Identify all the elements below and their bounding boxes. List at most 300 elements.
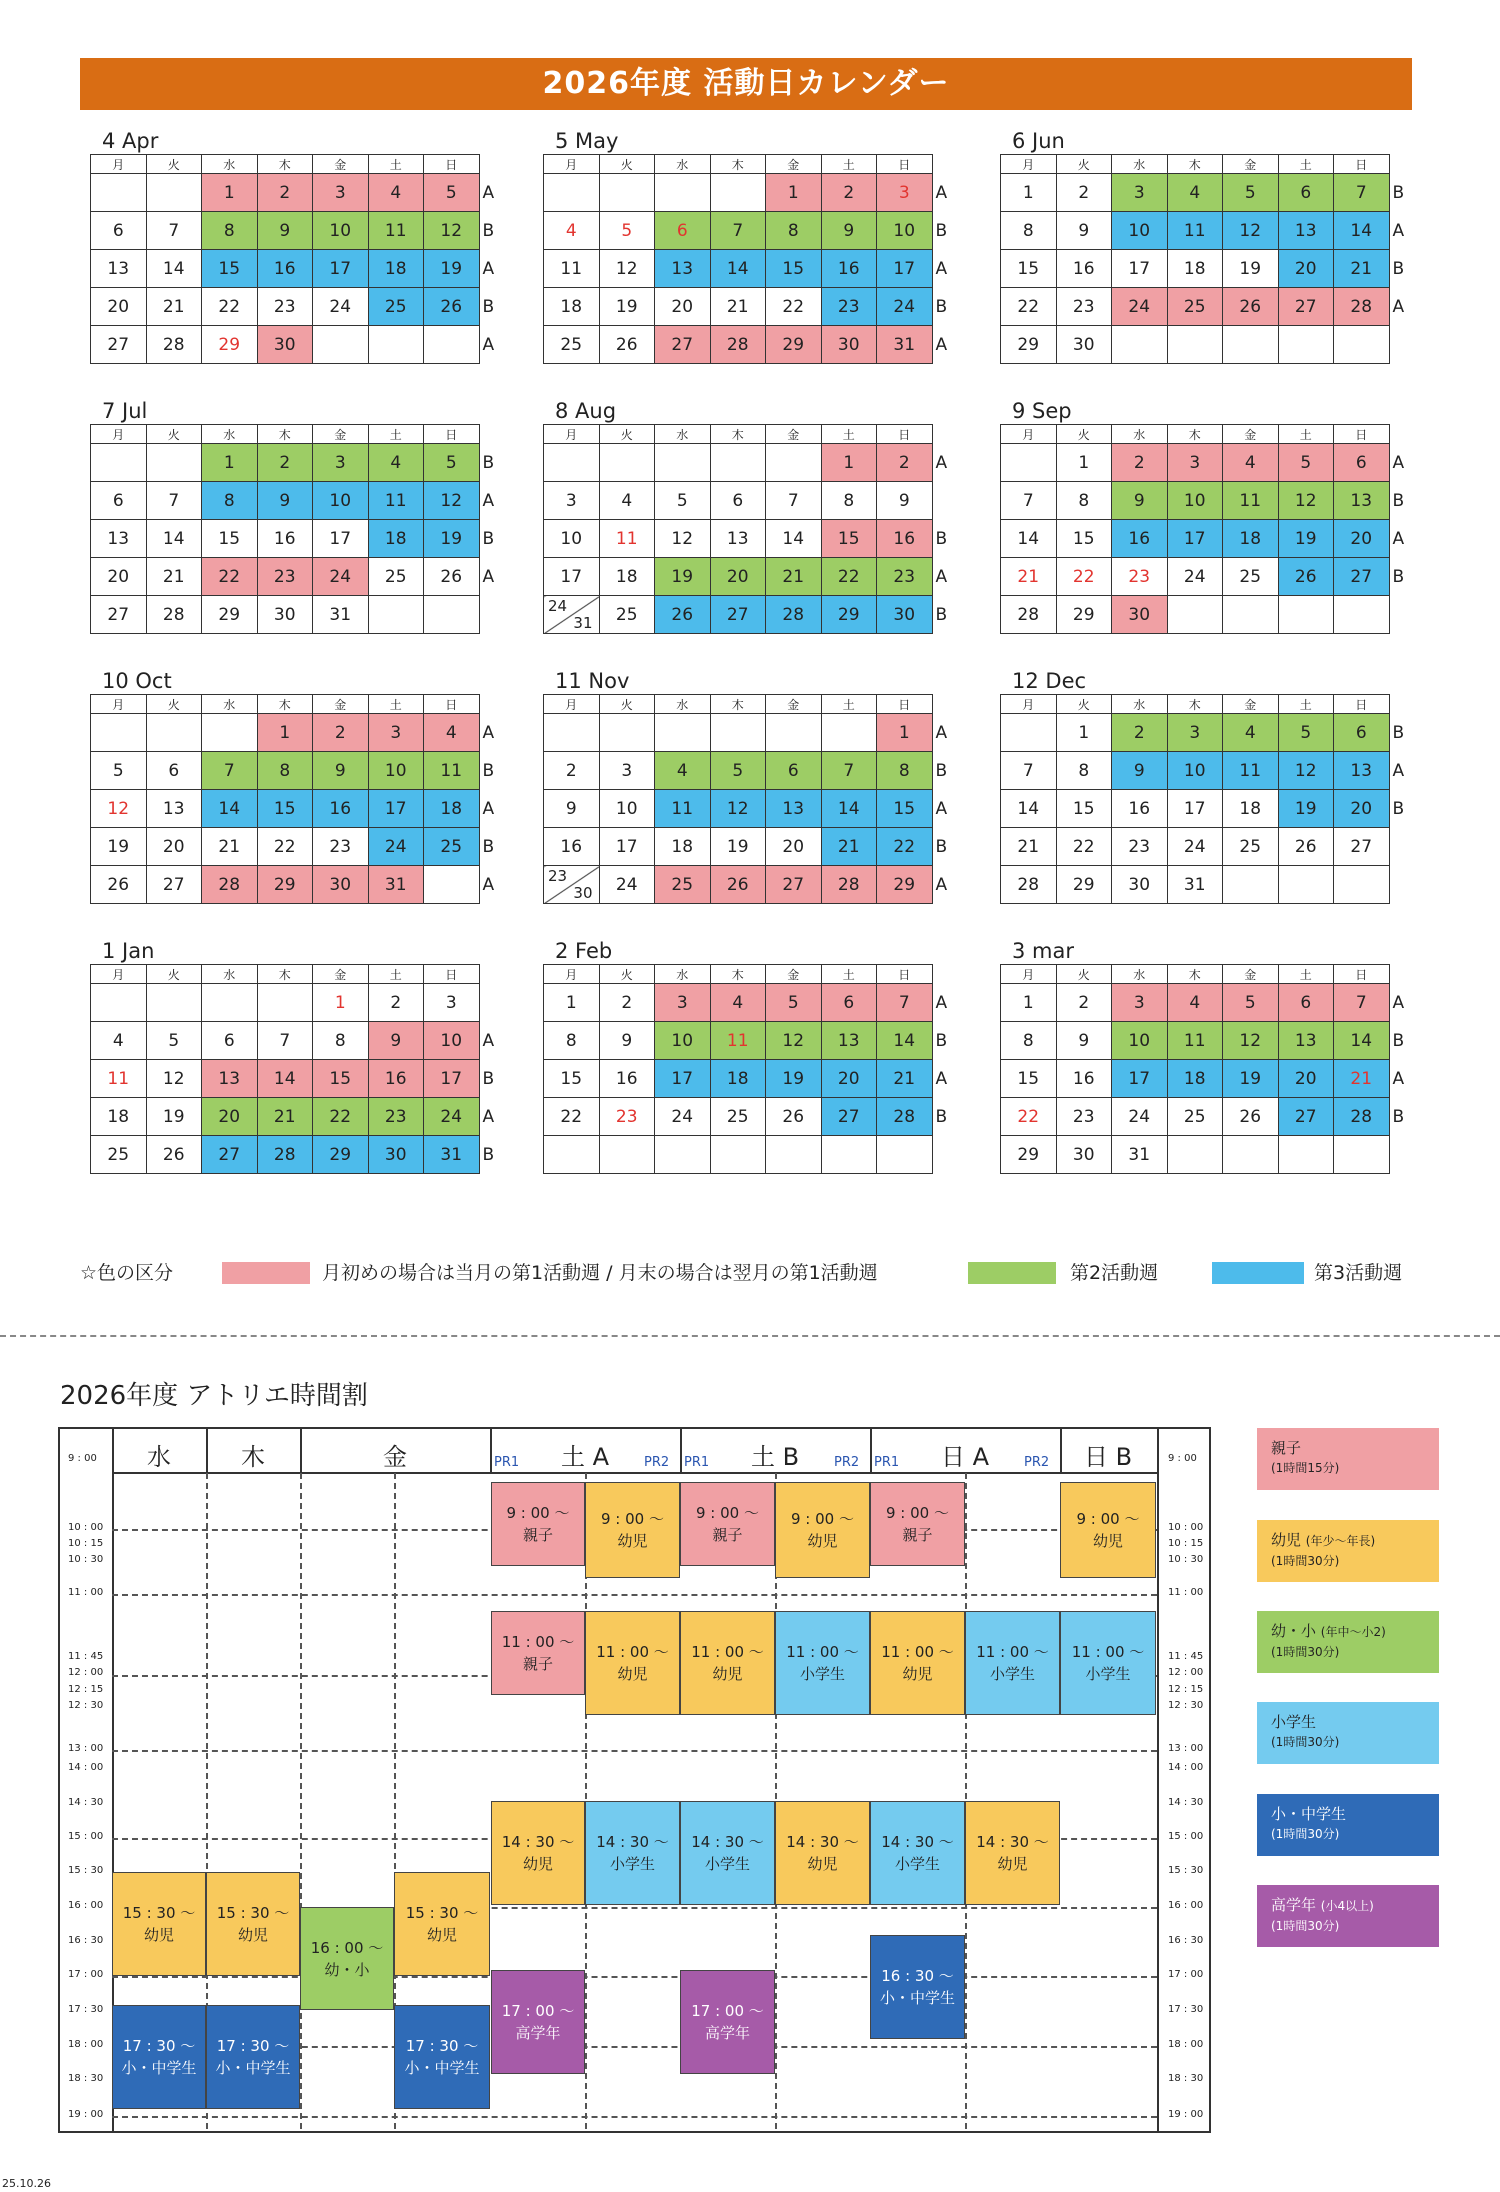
day-cell: 17	[655, 1060, 711, 1098]
day-cell	[655, 1136, 711, 1174]
day-cell: 1	[1001, 174, 1057, 212]
day-cell: 2	[821, 174, 877, 212]
day-cell: 12	[146, 1060, 202, 1098]
day-cell: 1	[766, 174, 822, 212]
class-legend-shogakusei: 小学生 (1時間30分)	[1257, 1702, 1439, 1764]
weekday-header: 金	[313, 155, 369, 174]
day-cell: 14	[877, 1022, 933, 1060]
day-cell: 8	[1001, 212, 1057, 250]
day-cell: 21	[146, 288, 202, 326]
day-cell	[710, 1136, 766, 1174]
time-label: 13 : 00	[68, 1743, 104, 1754]
calendar-title-banner: 2026年度 活動日カレンダー	[80, 58, 1412, 110]
day-cell: 17	[1112, 250, 1168, 288]
day-cell	[146, 174, 202, 212]
weekday-header: 金	[766, 155, 822, 174]
day-cell: 23 30	[544, 866, 600, 904]
weekday-header: 日	[1334, 155, 1390, 174]
week-ab-label: B	[935, 1030, 948, 1051]
day-cell: 19	[1278, 790, 1334, 828]
month-grid	[1000, 424, 1410, 634]
week-ab-label: A	[482, 1030, 495, 1051]
day-cell: 23	[257, 558, 313, 596]
time-label: 10 : 00	[1168, 1522, 1204, 1533]
day-cell: 19	[146, 1098, 202, 1136]
week-ab-label: A	[482, 722, 495, 743]
day-cell: 22	[1056, 558, 1112, 596]
day-cell: 10	[313, 212, 369, 250]
day-cell: 24	[1167, 558, 1223, 596]
day-cell: 22	[821, 558, 877, 596]
weekday-header: 木	[1167, 155, 1223, 174]
month-grid	[90, 694, 500, 904]
day-cell: 8	[544, 1022, 600, 1060]
weekday-header: 日	[424, 965, 480, 984]
week-ab-label	[1389, 1136, 1409, 1174]
weekday-header: 月	[544, 965, 600, 984]
day-cell: 11	[710, 1022, 766, 1060]
time-label: 15 : 00	[68, 1831, 104, 1842]
weekday-header: 月	[1001, 425, 1057, 444]
day-cell: 12	[599, 250, 655, 288]
month-title: 10 Oct	[102, 669, 172, 693]
day-cell: 22	[1056, 828, 1112, 866]
weekday-header: 日	[877, 155, 933, 174]
day-cell: 28	[877, 1098, 933, 1136]
day-cell: 22	[1001, 288, 1057, 326]
day-cell: 2	[368, 984, 424, 1022]
weekday-header: 日	[1334, 965, 1390, 984]
weekday-header: 日	[424, 155, 480, 174]
day-cell: 29	[202, 596, 258, 634]
week-label-header	[1389, 425, 1409, 444]
day-cell: 15	[766, 250, 822, 288]
day-cell: 23	[877, 558, 933, 596]
day-cell: 20	[1278, 250, 1334, 288]
weekday-header: 火	[1056, 965, 1112, 984]
day-cell: 31	[368, 866, 424, 904]
week-ab-label: B	[482, 1144, 495, 1165]
day-cell: 6	[146, 752, 202, 790]
day-cell: 26	[424, 288, 480, 326]
weekday-header: 木	[257, 695, 313, 714]
day-cell	[877, 1136, 933, 1174]
weekday-header: 日	[877, 425, 933, 444]
day-cell: 4	[91, 1022, 147, 1060]
day-cell	[146, 444, 202, 482]
day-cell: 3	[1112, 984, 1168, 1022]
weekday-header: 金	[766, 695, 822, 714]
class-block: 9 : 00 ～ 幼児	[1060, 1482, 1156, 1578]
day-cell: 17	[313, 520, 369, 558]
day-cell: 14	[1334, 1022, 1390, 1060]
day-cell: 21	[202, 828, 258, 866]
day-cell: 10	[1112, 212, 1168, 250]
day-cell: 26	[91, 866, 147, 904]
day-cell: 6	[1278, 984, 1334, 1022]
day-cell: 17	[424, 1060, 480, 1098]
day-cell: 28	[1001, 866, 1057, 904]
day-cell: 16	[1112, 520, 1168, 558]
time-label: 16 : 30	[68, 1935, 104, 1946]
week-ab-label: B	[482, 220, 495, 241]
time-label: 10 : 15	[1168, 1538, 1204, 1549]
day-cell: 27	[146, 866, 202, 904]
day-cell: 25	[655, 866, 711, 904]
day-cell: 27	[1278, 1098, 1334, 1136]
time-label: 14 : 30	[1168, 1797, 1204, 1808]
week-ab-label: B	[935, 836, 948, 857]
month-calendar	[1000, 938, 1414, 1174]
month-calendar	[1000, 128, 1414, 364]
week-ab-label: A	[1392, 452, 1405, 473]
day-cell: 8	[313, 1022, 369, 1060]
weekday-header: 金	[766, 965, 822, 984]
week-label-header	[932, 965, 952, 984]
day-cell: 11	[1167, 212, 1223, 250]
day-cell: 12	[424, 482, 480, 520]
week-ab-label: A	[935, 566, 948, 587]
day-cell: 27	[655, 326, 711, 364]
class-block: 17 : 00 ～ 高学年	[491, 1970, 585, 2074]
day-cell: 17	[877, 250, 933, 288]
day-cell: 18	[368, 520, 424, 558]
weekday-header: 月	[1001, 965, 1057, 984]
day-cell: 8	[877, 752, 933, 790]
weekday-header: 金	[766, 425, 822, 444]
day-cell: 3	[1167, 444, 1223, 482]
week-ab-label: B	[482, 760, 495, 781]
day-cell: 27	[821, 1098, 877, 1136]
weekday-header: 土	[821, 155, 877, 174]
class-block: 9 : 00 ～ 幼児	[585, 1482, 680, 1578]
class-block: 11 : 00 ～ 小学生	[775, 1611, 870, 1715]
pr2-label: PR2	[1024, 1455, 1050, 1470]
day-cell: 3	[368, 714, 424, 752]
day-cell: 11	[91, 1060, 147, 1098]
day-cell: 24	[877, 288, 933, 326]
day-cell: 10	[368, 752, 424, 790]
day-cell: 11	[544, 250, 600, 288]
day-cell: 20	[655, 288, 711, 326]
weekday-header: 月	[544, 425, 600, 444]
day-cell: 8	[1001, 1022, 1057, 1060]
weekday-header: 水	[202, 155, 258, 174]
day-cell: 5	[766, 984, 822, 1022]
time-label: 9 : 00	[68, 1453, 97, 1464]
week-label-header	[1389, 695, 1409, 714]
day-cell: 11	[1223, 752, 1279, 790]
weekday-header: 火	[599, 965, 655, 984]
day-cell: 25	[599, 596, 655, 634]
week-ab-label: B	[482, 528, 495, 549]
day-cell: 10	[1112, 1022, 1168, 1060]
day-cell: 5	[424, 174, 480, 212]
weekday-header: 水	[655, 695, 711, 714]
day-cell: 9	[821, 212, 877, 250]
column-gridline	[300, 1473, 302, 2129]
class-block: 17 : 00 ～ 高学年	[680, 1970, 775, 2074]
weekday-header: 金	[1223, 965, 1279, 984]
day-cell: 9	[1056, 212, 1112, 250]
day-cell: 18	[655, 828, 711, 866]
weekday-header: 水	[202, 425, 258, 444]
weekday-header: 水	[655, 155, 711, 174]
weekday-header: 土	[368, 695, 424, 714]
day-cell	[1167, 596, 1223, 634]
day-cell: 15	[1001, 1060, 1057, 1098]
day-cell: 4	[1167, 984, 1223, 1022]
weekday-header: 月	[1001, 695, 1057, 714]
class-legend-yosho: 幼・小 (年中～小2) (1時間30分)	[1257, 1611, 1439, 1673]
month-calendar	[543, 938, 957, 1174]
day-cell: 28	[1001, 596, 1057, 634]
weekday-header: 木	[710, 695, 766, 714]
day-cell: 3	[1112, 174, 1168, 212]
day-cell: 6	[91, 482, 147, 520]
color-legend-label: ☆色の区分	[80, 1262, 174, 1284]
week-ab-label: B	[482, 452, 495, 473]
class-block: 16 : 00 ～ 幼・小	[300, 1907, 394, 2010]
week-ab-label: A	[1392, 220, 1405, 241]
day-cell: 3	[313, 174, 369, 212]
day-cell: 3	[544, 482, 600, 520]
day-cell: 9	[1056, 1022, 1112, 1060]
month-title: 5 May	[555, 129, 619, 153]
class-block: 9 : 00 ～ 親子	[870, 1482, 965, 1566]
day-cell: 22	[877, 828, 933, 866]
day-cell: 9	[1112, 752, 1168, 790]
day-cell	[91, 984, 147, 1022]
week-ab-label: B	[1392, 798, 1405, 819]
day-cell: 19	[1223, 250, 1279, 288]
week-ab-label	[1389, 828, 1409, 866]
day-cell: 28	[766, 596, 822, 634]
day-cell: 14	[821, 790, 877, 828]
class-block: 15 : 30 ～ 幼児	[394, 1872, 490, 1976]
month-title: 1 Jan	[102, 939, 155, 963]
day-cell: 9	[368, 1022, 424, 1060]
time-label: 18 : 00	[68, 2039, 104, 2050]
day-cell: 8	[821, 482, 877, 520]
day-cell: 19	[710, 828, 766, 866]
day-header-thu: 木	[241, 1443, 265, 1471]
weekday-header: 水	[655, 425, 711, 444]
weekday-header: 水	[1112, 965, 1168, 984]
weekday-header: 水	[1112, 425, 1168, 444]
day-cell: 26	[146, 1136, 202, 1174]
weekday-header: 月	[91, 155, 147, 174]
day-cell: 17	[1167, 790, 1223, 828]
day-cell	[599, 174, 655, 212]
day-cell: 15	[877, 790, 933, 828]
day-cell: 7	[877, 984, 933, 1022]
day-cell: 1	[1056, 714, 1112, 752]
day-cell: 30	[313, 866, 369, 904]
class-block: 9 : 00 ～ 親子	[680, 1482, 775, 1566]
class-legend-yoji: 幼児 (年少～年長) (1時間30分)	[1257, 1520, 1439, 1582]
week-ab-label: B	[482, 836, 495, 857]
day-cell: 13	[710, 520, 766, 558]
day-cell	[599, 1136, 655, 1174]
time-gridline	[112, 1976, 1157, 1978]
legend-pink-swatch	[222, 1262, 310, 1284]
day-cell	[599, 714, 655, 752]
weekday-header: 土	[1278, 695, 1334, 714]
weekday-header: 月	[91, 695, 147, 714]
weekday-header: 火	[146, 695, 202, 714]
day-cell: 7	[710, 212, 766, 250]
day-cell: 23	[1112, 828, 1168, 866]
weekday-header: 月	[544, 695, 600, 714]
time-label: 14 : 00	[1168, 1762, 1204, 1773]
day-cell: 13	[1278, 1022, 1334, 1060]
day-cell: 4	[368, 174, 424, 212]
weekday-header: 土	[821, 425, 877, 444]
day-cell: 28	[146, 326, 202, 364]
weekday-header: 土	[821, 965, 877, 984]
day-cell: 23	[313, 828, 369, 866]
day-cell: 10	[1167, 482, 1223, 520]
month-title: 11 Nov	[555, 669, 630, 693]
month-title: 9 Sep	[1012, 399, 1072, 423]
time-label: 12 : 00	[68, 1667, 104, 1678]
month-title: 2 Feb	[555, 939, 613, 963]
time-gridline	[112, 1750, 1157, 1752]
day-cell: 11	[655, 790, 711, 828]
month-grid	[1000, 694, 1410, 904]
class-block: 17 : 30 ～ 小・中学生	[206, 2005, 300, 2109]
time-label: 14 : 30	[68, 1797, 104, 1808]
class-block: 11 : 00 ～ 親子	[491, 1611, 585, 1695]
day-cell: 14	[710, 250, 766, 288]
day-cell: 7	[257, 1022, 313, 1060]
day-cell	[1167, 326, 1223, 364]
day-cell	[1112, 326, 1168, 364]
day-cell: 1	[1056, 444, 1112, 482]
week-ab-label: A	[1392, 1068, 1405, 1089]
day-cell: 20	[202, 1098, 258, 1136]
day-cell: 2	[599, 984, 655, 1022]
day-cell: 3	[877, 174, 933, 212]
day-cell: 29	[1056, 596, 1112, 634]
day-cell: 21	[877, 1060, 933, 1098]
class-block: 11 : 00 ～ 小学生	[1060, 1611, 1156, 1715]
day-cell: 11	[368, 212, 424, 250]
day-cell: 7	[1001, 752, 1057, 790]
day-cell: 15	[544, 1060, 600, 1098]
weekday-header: 土	[1278, 965, 1334, 984]
day-cell: 9	[313, 752, 369, 790]
day-cell: 21	[257, 1098, 313, 1136]
day-cell	[655, 174, 711, 212]
day-cell: 6	[766, 752, 822, 790]
day-cell: 29	[313, 1136, 369, 1174]
day-cell	[1334, 1136, 1390, 1174]
day-cell: 26	[424, 558, 480, 596]
day-cell	[655, 444, 711, 482]
time-label: 12 : 15	[1168, 1684, 1204, 1695]
day-header-sun-b: 日 B	[1083, 1443, 1133, 1471]
day-cell: 13	[766, 790, 822, 828]
day-cell: 18	[1167, 250, 1223, 288]
time-label: 10 : 00	[68, 1522, 104, 1533]
day-cell: 26	[655, 596, 711, 634]
time-label: 16 : 00	[68, 1900, 104, 1911]
time-label: 12 : 30	[68, 1700, 104, 1711]
day-cell: 18	[544, 288, 600, 326]
month-grid	[1000, 964, 1410, 1174]
day-cell: 25	[710, 1098, 766, 1136]
time-label: 13 : 00	[1168, 1743, 1204, 1754]
day-cell: 28	[821, 866, 877, 904]
day-cell: 4	[544, 212, 600, 250]
day-cell: 5	[91, 752, 147, 790]
day-cell: 26	[1278, 558, 1334, 596]
day-cell: 22	[544, 1098, 600, 1136]
weekday-header: 火	[599, 695, 655, 714]
day-cell: 12	[1223, 1022, 1279, 1060]
day-cell: 27	[710, 596, 766, 634]
day-cell: 11	[1223, 482, 1279, 520]
week-ab-label: A	[1392, 296, 1405, 317]
class-block: 14 : 30 ～ 幼児	[491, 1801, 585, 1905]
day-header-sat-b: 土 B	[750, 1443, 800, 1471]
day-cell	[766, 444, 822, 482]
day-cell: 27	[91, 596, 147, 634]
day-cell: 7	[146, 212, 202, 250]
day-cell: 19	[1223, 1060, 1279, 1098]
time-label: 12 : 15	[68, 1684, 104, 1695]
day-cell: 20	[91, 288, 147, 326]
day-cell: 1	[821, 444, 877, 482]
week-label-header	[1389, 155, 1409, 174]
day-cell: 8	[257, 752, 313, 790]
day-cell: 3	[313, 444, 369, 482]
day-cell: 7	[202, 752, 258, 790]
day-cell: 15	[1056, 520, 1112, 558]
day-cell: 7	[1334, 174, 1390, 212]
day-cell: 14	[1001, 790, 1057, 828]
day-cell: 18	[91, 1098, 147, 1136]
week-ab-label: B	[482, 1068, 495, 1089]
week-ab-label: B	[935, 528, 948, 549]
day-header-sat-a: 土 A	[560, 1443, 610, 1471]
day-cell: 16	[599, 1060, 655, 1098]
day-cell: 4	[424, 714, 480, 752]
day-cell: 24	[1112, 1098, 1168, 1136]
day-cell	[766, 1136, 822, 1174]
day-cell: 15	[1056, 790, 1112, 828]
week-ab-label	[479, 984, 499, 1022]
day-cell: 10	[1167, 752, 1223, 790]
class-block: 16 : 30 ～ 小・中学生	[870, 1935, 965, 2039]
day-cell: 24	[313, 558, 369, 596]
day-cell	[1278, 326, 1334, 364]
day-cell: 13	[1278, 212, 1334, 250]
weekday-header: 木	[1167, 695, 1223, 714]
time-label: 11 : 00	[68, 1587, 104, 1598]
time-label: 10 : 30	[1168, 1554, 1204, 1565]
day-cell: 21	[1001, 828, 1057, 866]
day-cell: 16	[544, 828, 600, 866]
day-cell: 26	[766, 1098, 822, 1136]
day-cell: 19	[766, 1060, 822, 1098]
day-cell	[368, 596, 424, 634]
time-label: 10 : 30	[68, 1554, 104, 1565]
day-cell: 12	[1278, 752, 1334, 790]
class-block: 17 : 30 ～ 小・中学生	[112, 2005, 206, 2109]
